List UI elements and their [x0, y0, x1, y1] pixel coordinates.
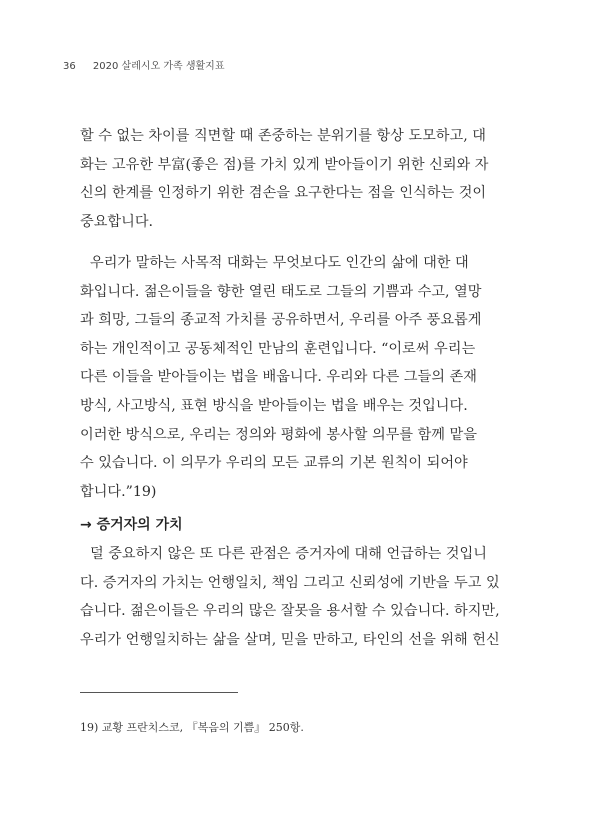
footnote: 19) 교황 프란치스코, 『복음의 기쁨』 250항.	[80, 721, 304, 734]
text-line: 우리가 말하는 사목적 대화는 무엇보다도 인간의 삶에 대한 대	[90, 255, 469, 271]
paragraph-1	[80, 122, 517, 236]
text-line: 하는 개인적이고 공동체적인 만남의 훈련입니다. “이로써 우리는	[80, 340, 476, 357]
text-line: 과 희망, 그들의 종교적 가치를 공유하면서, 우리를 아주 풍요롭게	[80, 312, 482, 329]
text-line: 합니다.”19)	[80, 483, 157, 500]
page-number: 36	[63, 61, 76, 72]
text-line: 수 있습니다. 이 의무가 우리의 모든 교류의 기본 원칙이 되어야	[80, 455, 468, 472]
running-head	[63, 57, 225, 72]
footnote-divider	[80, 692, 238, 693]
text-line: 화는 고유한 부富(좋은 점)를 가치 있게 받아들이기 위한 신뢰와 자	[80, 156, 489, 173]
running-title: 2020 살레시오 가족 생활지표	[92, 61, 225, 72]
text-line: 덜 중요하지 않은 또 다른 관점은 증거자에 대해 언급하는 것입니	[90, 546, 487, 562]
text-line: 중요합니다.	[80, 213, 154, 230]
text-line: 화입니다. 젊은이들을 향한 열린 태도로 그들의 기쁨과 수고, 열망	[80, 283, 482, 300]
text-line: 할 수 없는 차이를 직면할 때 존중하는 분위기를 항상 도모하고, 대	[80, 128, 486, 144]
paragraph-2	[80, 249, 517, 506]
text-line: 신의 한계를 인정하기 위한 겸손을 요구한다는 점을 인식하는 것이	[80, 185, 487, 202]
text-line: 우리가 언행일치하는 삶을 살며, 믿을 만하고, 타인의 선을 위해 헌신	[80, 631, 500, 648]
text-line: 방식, 사고방식, 표현 방식을 받아들이는 법을 배우는 것입니다.	[80, 397, 468, 414]
text-line: 다. 증거자의 가치는 언행일치, 책임 그리고 신뢰성에 기반을 두고 있	[80, 574, 500, 591]
text-line: 다른 이들을 받아들이는 법을 배웁니다. 우리와 다른 그들의 존재	[80, 369, 477, 386]
text-line: 이러한 방식으로, 우리는 정의와 평화에 봉사할 의무를 함께 맡을	[80, 426, 477, 443]
section-heading: → 증거자의 가치	[80, 517, 183, 533]
text-line: 습니다. 젊은이들은 우리의 많은 잘못을 용서할 수 있습니다. 하지만,	[80, 603, 500, 620]
paragraph-3	[80, 540, 517, 654]
